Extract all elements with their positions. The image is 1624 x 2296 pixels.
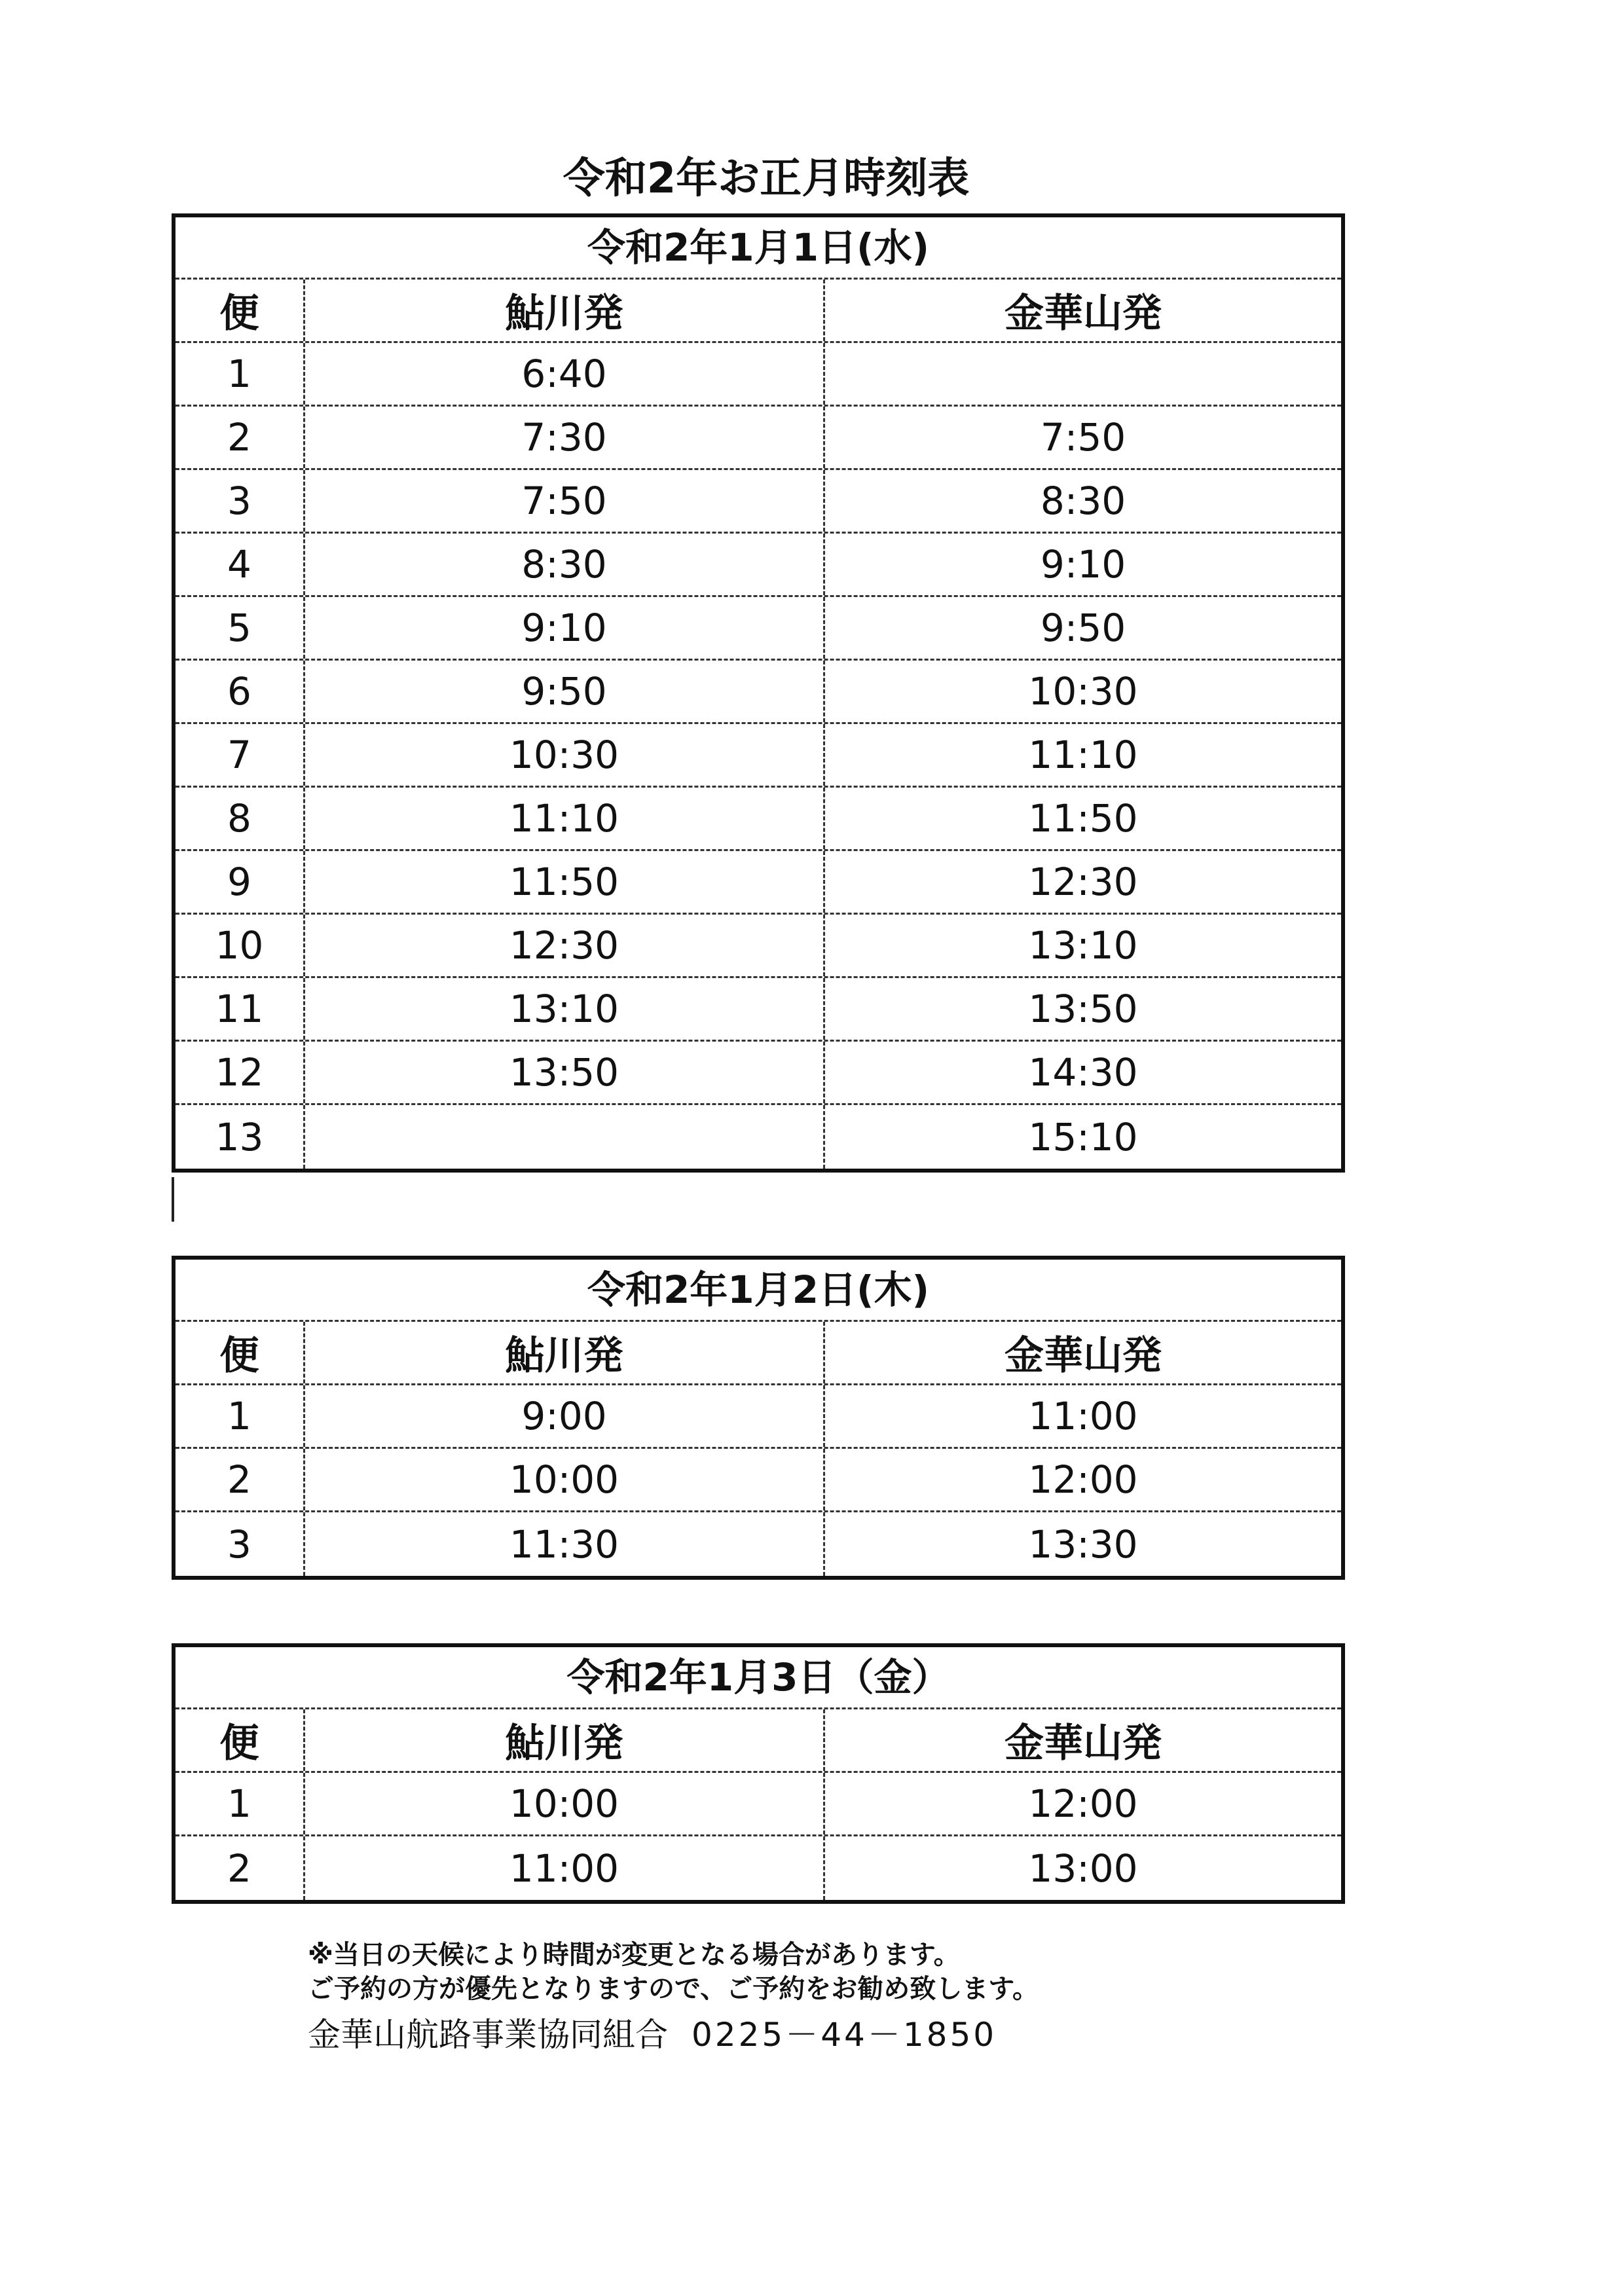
service-number: 8: [175, 788, 305, 849]
column-header-ayukawa: 鮎川発: [305, 280, 825, 341]
table-header-row: [175, 280, 1341, 343]
service-number: 7: [175, 724, 305, 786]
kinkasan-departure: 7:50: [1040, 415, 1126, 460]
table-row: [175, 788, 1341, 851]
table-body: [175, 343, 1341, 1169]
table-header-row: [175, 1709, 1341, 1773]
table-header-row: [175, 1322, 1341, 1385]
ayukawa-departure: 11:50: [305, 851, 825, 913]
column-header-ayukawa: 鮎川発: [305, 1709, 825, 1771]
table-row: [175, 1449, 1341, 1512]
table-row: [175, 978, 1341, 1042]
table-row: [175, 1042, 1341, 1105]
kinkasan-departure: 11:10: [1028, 733, 1138, 777]
kinkasan-departure: 13:00: [1028, 1846, 1138, 1891]
table-row: [175, 534, 1341, 597]
table-row: [175, 851, 1341, 915]
service-number: 9: [175, 851, 305, 913]
table-row: [175, 1105, 1341, 1169]
table-row: [175, 1836, 1341, 1900]
timetable-jan-1: [172, 213, 1345, 1173]
table-row: [175, 1512, 1341, 1576]
table-body: [175, 1385, 1341, 1576]
service-number: 13: [175, 1105, 305, 1169]
ayukawa-departure: 10:00: [305, 1449, 825, 1510]
kinkasan-departure: 13:30: [1028, 1522, 1138, 1567]
ayukawa-departure: 9:50: [305, 661, 825, 722]
ayukawa-departure: 13:10: [305, 978, 825, 1040]
service-number: 2: [175, 407, 305, 468]
kinkasan-departure: 11:00: [1028, 1394, 1138, 1438]
service-number: 4: [175, 534, 305, 595]
margin-mark: [172, 1177, 174, 1222]
service-number: 1: [175, 1385, 305, 1447]
service-number: 12: [175, 1042, 305, 1103]
kinkasan-departure: 9:10: [1040, 542, 1126, 587]
table-row: [175, 343, 1341, 407]
service-number: 6: [175, 661, 305, 722]
organization-contact: [308, 2009, 997, 2056]
ayukawa-departure: 6:40: [305, 343, 825, 405]
ayukawa-departure: 11:00: [305, 1836, 825, 1900]
table-row: [175, 470, 1341, 534]
kinkasan-departure: 12:30: [1028, 860, 1138, 904]
kinkasan-departure: 9:50: [1040, 606, 1126, 650]
service-number: 3: [175, 1512, 305, 1576]
service-number: 3: [175, 470, 305, 532]
kinkasan-departure: [825, 343, 1341, 405]
kinkasan-departure: 12:00: [1028, 1781, 1138, 1826]
table-row: [175, 724, 1341, 788]
ayukawa-departure: 12:30: [305, 915, 825, 976]
kinkasan-departure: 15:10: [1028, 1114, 1138, 1159]
kinkasan-departure: 12:00: [1028, 1457, 1138, 1502]
ayukawa-departure: 7:30: [305, 407, 825, 468]
service-number: 1: [175, 343, 305, 405]
ayukawa-departure: 8:30: [305, 534, 825, 595]
kinkasan-departure: 14:30: [1028, 1050, 1138, 1095]
ayukawa-departure: 13:50: [305, 1042, 825, 1103]
ayukawa-departure: 11:10: [305, 788, 825, 849]
kinkasan-departure: 13:50: [1028, 987, 1138, 1031]
table-date-heading: 令和2年1月2日(木): [175, 1260, 1341, 1322]
table-row: [175, 597, 1341, 661]
organization-name: 金華山航路事業協同組合: [308, 2016, 668, 2054]
table-row: [175, 1385, 1341, 1449]
ayukawa-departure: 10:30: [305, 724, 825, 786]
column-header-bin: 便: [175, 1709, 305, 1771]
kinkasan-departure: 10:30: [1028, 669, 1138, 714]
table-date-heading: 令和2年1月1日(水): [175, 217, 1341, 280]
ayukawa-departure: 9:00: [305, 1385, 825, 1447]
kinkasan-departure: 8:30: [1040, 479, 1126, 523]
column-header-kinkasan: 金華山発: [1005, 1721, 1162, 1766]
ayukawa-departure: 10:00: [305, 1773, 825, 1834]
service-number: 10: [175, 915, 305, 976]
column-header-kinkasan: 金華山発: [1005, 291, 1162, 337]
table-row: [175, 661, 1341, 724]
page-title: 令和2年お正月時刻表: [563, 155, 970, 203]
kinkasan-departure: 13:10: [1028, 923, 1138, 968]
column-header-bin: 便: [175, 280, 305, 341]
service-number: 2: [175, 1449, 305, 1510]
table-body: [175, 1773, 1341, 1900]
timetable-jan-2: [172, 1256, 1345, 1580]
service-number: 5: [175, 597, 305, 659]
note-reservation: ご予約の方が優先となりますので、ご予約をお勧め致します。: [308, 1974, 1039, 2004]
service-number: 2: [175, 1836, 305, 1900]
column-header-bin: 便: [175, 1322, 305, 1383]
note-weather: ※当日の天候により時間が変更となる場合があります。: [308, 1940, 960, 1970]
phone-number: 0225－44－1850: [692, 2016, 997, 2054]
table-row: [175, 915, 1341, 978]
table-date-heading: 令和2年1月3日（金）: [175, 1647, 1341, 1709]
column-header-ayukawa: 鮎川発: [305, 1322, 825, 1383]
column-header-kinkasan: 金華山発: [1005, 1333, 1162, 1379]
kinkasan-departure: 11:50: [1028, 796, 1138, 841]
service-number: 1: [175, 1773, 305, 1834]
ayukawa-departure: 11:30: [305, 1512, 825, 1576]
ayukawa-departure: 9:10: [305, 597, 825, 659]
ayukawa-departure: 7:50: [305, 470, 825, 532]
ayukawa-departure: [305, 1105, 825, 1169]
table-row: [175, 1773, 1341, 1836]
timetable-jan-3: [172, 1643, 1345, 1904]
service-number: 11: [175, 978, 305, 1040]
table-row: [175, 407, 1341, 470]
